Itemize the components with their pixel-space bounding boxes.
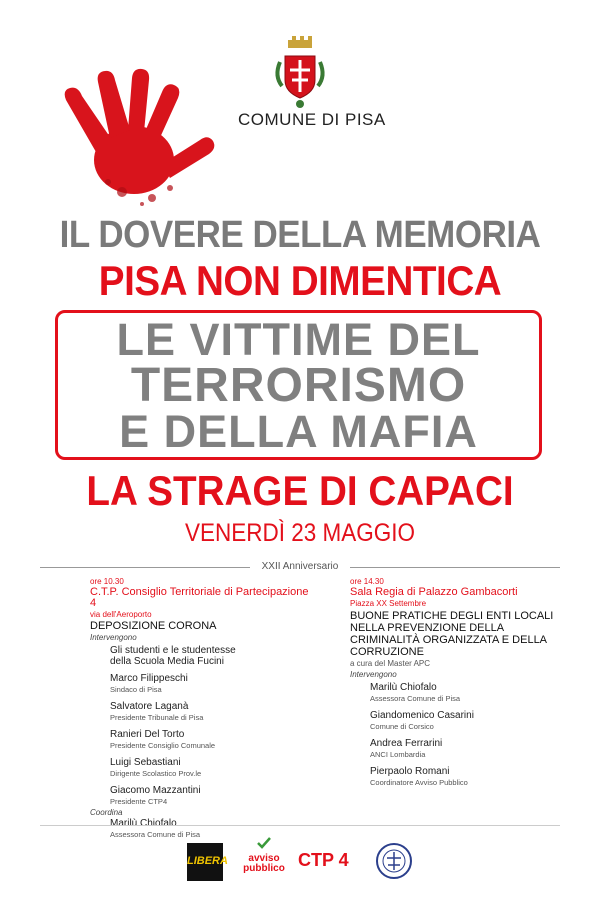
boxed-line-2: TERRORISMO [130, 359, 467, 412]
speaker-name: Marilù Chiofalo [110, 818, 177, 829]
speaker-role: Presidente CTP4 [110, 797, 168, 806]
right-speaker-list [350, 682, 570, 788]
left-heading: DEPOSIZIONE CORONA [90, 620, 217, 632]
avviso-text: avviso [248, 853, 280, 864]
speaker-role: Presidente Tribunale di Pisa [110, 713, 204, 722]
speaker-name: Marco Filippeschi [110, 673, 188, 684]
speaker-name: Salvatore Laganà [110, 701, 189, 712]
anniversary-label: XXII Anniversario [261, 561, 339, 572]
heading-line: CRIMINALITÀ ORGANIZZATA E DELLA [350, 634, 548, 646]
speaker-name: Andrea Ferrarini [370, 738, 443, 749]
event-date: VENERDÌ 23 MAGGIO [184, 519, 416, 547]
pisa-crest-icon [270, 36, 330, 112]
speaker-name: Pierpaolo Romani [370, 766, 450, 777]
check-icon [257, 837, 271, 849]
right-intervene-label: Intervengono [350, 670, 397, 679]
list-item [110, 729, 310, 751]
left-coord-label: Coordina [90, 808, 123, 817]
list-item [110, 645, 310, 667]
avviso-pubblico-logo [242, 836, 286, 886]
heading-line: BUONE PRATICHE DEGLI ENTI LOCALI [350, 610, 554, 622]
left-event [90, 576, 310, 840]
speaker-role: della Scuola Media Fucini [110, 656, 224, 667]
speaker-role: Coordinatore Avviso Pubblico [370, 778, 468, 787]
heading-line: NELLA PREVENZIONE DELLA [350, 622, 505, 634]
list-item [110, 701, 310, 723]
divider-bottom [40, 825, 560, 826]
left-venue: C.T.P. Consiglio Territoriale di Partecipazione 4 [90, 586, 309, 609]
right-event [350, 576, 570, 788]
ctp4-logo: CTP 4 [298, 850, 349, 870]
list-item [110, 673, 310, 695]
list-item [110, 785, 310, 807]
speaker-role: Presidente Consiglio Comunale [110, 741, 216, 750]
speaker-role: Dirigente Scolastico Prov.le [110, 769, 202, 778]
right-time: ore 14.30 [350, 577, 384, 586]
bloody-hand-icon [52, 60, 222, 210]
list-item [370, 738, 570, 760]
speaker-name: Marilù Chiofalo [370, 682, 437, 693]
left-intervene-label: Intervengono [90, 633, 137, 642]
speaker-name: Luigi Sebastiani [110, 757, 181, 768]
speaker-role: Comune di Corsico [370, 722, 434, 731]
speaker-name: Giandomenico Casarini [370, 710, 474, 721]
speaker-role: ANCI Lombardia [370, 750, 426, 759]
right-curated: a cura del Master APC [350, 659, 431, 668]
title-line-1: IL DOVERE DELLA MEMORIA [59, 214, 541, 256]
libera-logo-text: LIBERA [187, 855, 228, 867]
list-item [110, 757, 310, 779]
right-address: Piazza XX Settembre [350, 599, 427, 608]
speaker-role: Assessora Comune di Pisa [110, 830, 201, 839]
list-item [370, 710, 570, 732]
speaker-name: Gli studenti e le studentesse [110, 645, 236, 656]
university-seal-icon [376, 843, 412, 879]
right-venue: Sala Regia di Palazzo Gambacorti [350, 586, 518, 598]
org-name: COMUNE DI PISA [238, 110, 386, 129]
heading-line: CORRUZIONE [350, 646, 424, 658]
boxed-line-3: E DELLA MAFIA [119, 406, 478, 457]
left-speaker-list [90, 645, 310, 807]
speaker-role: Assessora Comune di Pisa [370, 694, 461, 703]
pubblico-text: pubblico [243, 863, 285, 874]
list-item [370, 766, 570, 788]
left-address: via dell'Aeroporto [90, 610, 152, 619]
speaker-name: Giacomo Mazzantini [110, 785, 201, 796]
title-line-2: PISA NON DIMENTICA [98, 257, 502, 304]
speaker-name: Ranieri Del Torto [110, 729, 185, 740]
right-heading [350, 610, 570, 658]
speaker-role: Sindaco di Pisa [110, 685, 162, 694]
left-time: ore 10.30 [90, 577, 124, 586]
list-item [370, 682, 570, 704]
boxed-line-1: LE VITTIME DEL [116, 314, 481, 365]
title-line-3: LA STRAGE DI CAPACI [86, 467, 514, 514]
libera-logo [187, 843, 228, 881]
